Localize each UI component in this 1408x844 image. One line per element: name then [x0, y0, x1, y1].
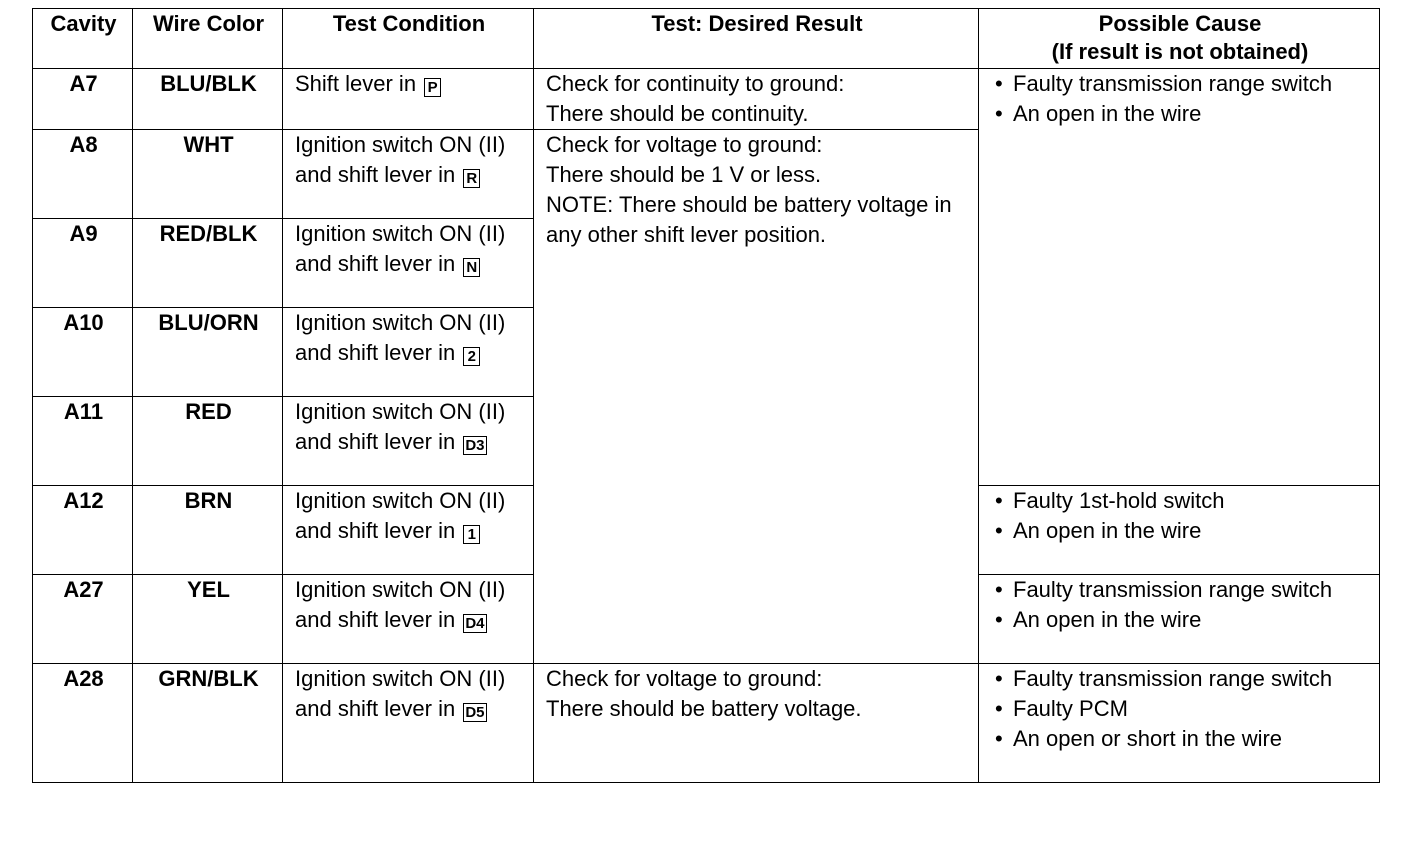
- wire-color-cell: RED/BLK: [133, 219, 283, 308]
- condition-text: Ignition switch ON (II) and shift lever in: [295, 488, 506, 543]
- table-row: [33, 664, 1380, 783]
- shift-position-2-icon: 2: [463, 347, 480, 366]
- test-condition-cell: [283, 575, 534, 664]
- shift-position-1-icon: 1: [463, 525, 480, 544]
- condition-text: Ignition switch ON (II) and shift lever in: [295, 666, 506, 721]
- condition-text: Ignition switch ON (II) and shift lever in: [295, 310, 506, 365]
- condition-text: Shift lever in: [295, 71, 417, 96]
- cause-item: • Faulty 1st-hold switch: [991, 486, 1369, 516]
- cause-item: • Faulty transmission range switch: [991, 69, 1369, 99]
- condition-text: Ignition switch ON (II) and shift lever in: [295, 221, 506, 276]
- result-line: Check for voltage to ground:: [546, 666, 823, 691]
- cavity-cell: A12: [33, 486, 133, 575]
- cause-item: • An open in the wire: [991, 605, 1369, 635]
- cavity-cell: A7: [33, 69, 133, 130]
- desired-result-cell: [534, 69, 979, 130]
- condition-text: Ignition switch ON (II) and shift lever in: [295, 399, 506, 454]
- cause-list: [991, 69, 1369, 129]
- desired-result-cell: [534, 130, 979, 664]
- wire-color-cell: GRN/BLK: [133, 664, 283, 783]
- inspection-table: [32, 8, 1380, 783]
- test-condition-cell: [283, 486, 534, 575]
- header-desired-result: Test: Desired Result: [534, 9, 979, 69]
- header-possible-cause: [979, 9, 1380, 69]
- header-cavity: Cavity: [33, 9, 133, 69]
- header-test-condition: Test Condition: [283, 9, 534, 69]
- cause-item: • An open or short in the wire: [991, 724, 1369, 754]
- desired-result-cell: [534, 664, 979, 783]
- cavity-cell: A28: [33, 664, 133, 783]
- result-line: Check for continuity to ground:: [546, 71, 845, 96]
- condition-text: Ignition switch ON (II) and shift lever in: [295, 577, 506, 632]
- test-condition-cell: [283, 664, 534, 783]
- shift-position-d5-icon: D5: [465, 704, 485, 721]
- cause-item: • Faulty transmission range switch: [991, 575, 1369, 605]
- test-condition-cell: [283, 397, 534, 486]
- cavity-cell: A9: [33, 219, 133, 308]
- cause-item: • Faulty transmission range switch: [991, 664, 1369, 694]
- cause-list: [991, 486, 1369, 546]
- cause-item: • Faulty PCM: [991, 694, 1369, 724]
- possible-cause-cell: [979, 575, 1380, 664]
- cavity-cell: A11: [33, 397, 133, 486]
- possible-cause-cell: [979, 69, 1380, 486]
- test-condition-cell: [283, 308, 534, 397]
- cause-list: [991, 575, 1369, 635]
- header-wire-color: Wire Color: [133, 9, 283, 69]
- result-line: There should be 1 V or less.: [546, 162, 822, 187]
- condition-text: Ignition switch ON (II) and shift lever in: [295, 132, 506, 187]
- wire-color-cell: BRN: [133, 486, 283, 575]
- cause-item: • An open in the wire: [991, 516, 1369, 546]
- cavity-cell: A8: [33, 130, 133, 219]
- result-line: Check for voltage to ground:: [546, 132, 823, 157]
- cavity-cell: A10: [33, 308, 133, 397]
- shift-position-d4-icon: D4: [465, 615, 485, 632]
- shift-position-r-icon: R: [463, 169, 480, 188]
- cause-item: • An open in the wire: [991, 99, 1369, 129]
- wire-color-cell: WHT: [133, 130, 283, 219]
- test-condition-cell: [283, 130, 534, 219]
- test-condition-cell: [283, 219, 534, 308]
- wire-color-cell: BLU/ORN: [133, 308, 283, 397]
- header-row: [33, 9, 1380, 69]
- shift-position-p-icon: P: [424, 78, 441, 97]
- wire-color-cell: BLU/BLK: [133, 69, 283, 130]
- result-line: There should be continuity.: [546, 101, 809, 126]
- cause-list: [991, 664, 1369, 754]
- possible-cause-cell: [979, 664, 1380, 783]
- possible-cause-cell: [979, 486, 1380, 575]
- possible-cause-subtitle: (If result is not obtained): [1051, 39, 1309, 64]
- test-condition-cell: [283, 69, 534, 130]
- table-row: [33, 69, 1380, 130]
- result-note: NOTE: There should be battery voltage in any other shift lever position.: [546, 192, 952, 247]
- wire-color-cell: RED: [133, 397, 283, 486]
- possible-cause-title: Possible Cause: [1098, 11, 1262, 36]
- shift-position-n-icon: N: [463, 258, 480, 277]
- cavity-cell: A27: [33, 575, 133, 664]
- wire-color-cell: YEL: [133, 575, 283, 664]
- shift-position-d3-icon: D3: [465, 437, 485, 454]
- result-line: There should be battery voltage.: [546, 696, 862, 721]
